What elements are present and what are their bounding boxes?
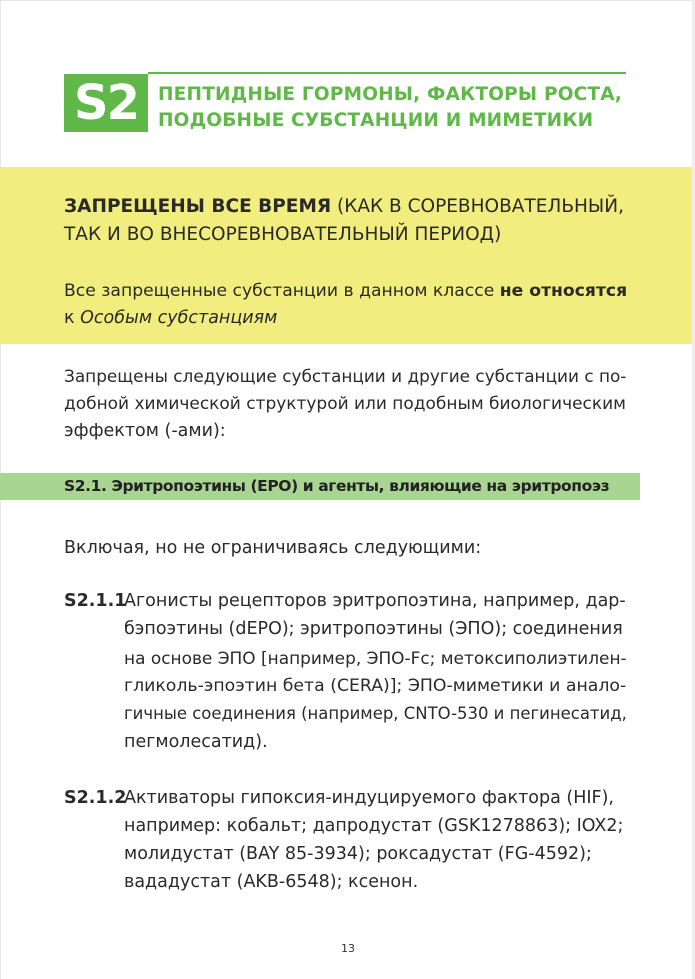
note-bold: не относятся — [499, 281, 628, 301]
item-number: S2.1.1 — [64, 591, 127, 611]
item-line: вададустат (AKB-6548); ксенон. — [124, 872, 419, 892]
note-italic: Особым субстанциям — [80, 308, 278, 328]
item-line: например: кобальт; дапродустат (GSK1278863); IOX2; — [124, 816, 624, 836]
note-text-2: к — [64, 308, 81, 328]
section-title: S2.1. Эритропоэтины (ЕРО) и агенты, влияющие на эритропоэз — [64, 477, 610, 495]
page-border-top — [0, 0, 695, 1]
intro-line-2: добной химической структурой или подобным биологическим — [64, 394, 626, 414]
prohibited-rest: (КАК В СОРЕВНОВАТЕЛЬНЫЙ, — [331, 196, 624, 217]
page-number: 13 — [341, 942, 355, 955]
including-text: Включая, но не ограничиваясь следующими: — [64, 538, 482, 558]
prohibited-line-2: ТАК И ВО ВНЕСОРЕВНОВАТЕЛЬНЫЙ ПЕРИОД) — [64, 224, 502, 245]
item-number: S2.1.2 — [64, 788, 127, 808]
item-line: молидустат (BAY 85-3934); роксадустат (FG-4592); — [124, 844, 592, 864]
item-line: гликоль-эпоэтин бета (CERA)]; ЭПО-миметики и анало- — [124, 676, 627, 696]
prohibited-line-1 — [64, 196, 624, 217]
item-line: на основе ЭПО [например, ЭПО-Fc; метоксиполиэтилен- — [124, 648, 627, 668]
item-line: гичные соединения (например, CNTO-530 и пегинесатид, — [124, 704, 627, 723]
header-title-line-1: ПЕПТИДНЫЕ ГОРМОНЫ, ФАКТОРЫ РОСТА, — [158, 84, 622, 105]
item-line: пегмолесатид). — [124, 732, 268, 752]
header-rule — [148, 72, 626, 74]
class-code-badge: S2 — [64, 74, 148, 132]
note-line-2 — [64, 308, 277, 328]
item-line: Активаторы гипоксия-индуцируемого фактора (HIF), — [124, 788, 614, 808]
intro-line-1: Запрещены следующие субстанции и другие субстанции с по- — [64, 366, 627, 386]
intro-line-3: эффектом (-ами): — [64, 421, 226, 441]
header-title-line-2: ПОДОБНЫЕ СУБСТАНЦИИ И МИМЕТИКИ — [158, 110, 594, 131]
prohibited-bold: ЗАПРЕЩЕНЫ ВСЕ ВРЕМЯ — [64, 196, 332, 217]
item-line: бэпоэтины (dEPO); эритропоэтины (ЭПО); соединения — [124, 619, 623, 639]
item-line: Агонисты рецепторов эритропоэтина, например, дар- — [124, 591, 626, 611]
note-line-1 — [64, 281, 627, 301]
note-text: Все запрещенные субстанции в данном классе — [64, 281, 500, 301]
